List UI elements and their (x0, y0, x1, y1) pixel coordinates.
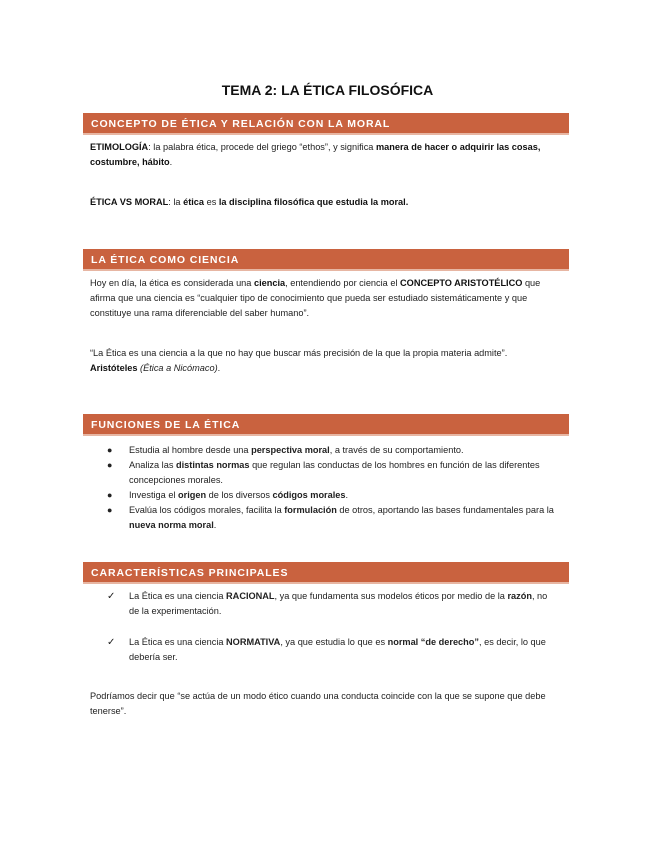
text-run: que regulan las conductas de los hombres en función de las diferentes concepciones morales. (129, 460, 540, 485)
section-header-concepto: CONCEPTO DE ÉTICA Y RELACIÓN CON LA MORAL (83, 113, 569, 135)
list-item (105, 635, 555, 665)
text-run: La Ética es una ciencia (129, 637, 227, 647)
text-run: Investiga el (129, 490, 179, 500)
text-run: La Ética es una ciencia (129, 591, 227, 601)
text-run: . (169, 157, 173, 167)
text-run: de otros, aportando las bases fundamentales para la (336, 505, 554, 515)
text-run: , entendiendo por ciencia el (285, 278, 401, 288)
text-run: “La Ética es una ciencia a la que no hay que buscar más precisión de la que la propia materia admite”. (90, 348, 508, 358)
text-run: . (345, 490, 349, 500)
bold-run: formulación (284, 505, 337, 515)
list-item (105, 443, 555, 458)
bold-run: RACIONAL (226, 591, 275, 601)
text-run: Evalúa los códigos morales, facilita la (129, 505, 285, 515)
text-run: es (204, 197, 219, 207)
text-run: Estudia al hombre desde una (129, 445, 252, 455)
text-run: . (213, 520, 217, 530)
bold-run: razón (507, 591, 532, 601)
conclusion-paragraph: Podríamos decir que “se actúa de un modo ético cuando una conducta coincide con la que se supone que debe tenerse”. (90, 691, 546, 716)
bold-run: ciencia (253, 278, 286, 288)
section-header-caracteristicas: CARACTERÍSTICAS PRINCIPALES (83, 562, 569, 584)
bold-run: origen (178, 490, 207, 500)
text-run: Analiza las (129, 460, 176, 470)
section-header-ciencia: LA ÉTICA COMO CIENCIA (83, 249, 569, 271)
bullet-icon: ● (107, 505, 113, 515)
ciencia-paragraph (90, 276, 550, 321)
bold-run: perspectiva moral (251, 445, 330, 455)
etimologia-paragraph (90, 140, 550, 170)
caracteristicas-list (105, 589, 555, 681)
vs-label: ÉTICA VS MORAL (90, 197, 169, 207)
text-run: , ya que fundamenta sus modelos éticos por medio de la (274, 591, 508, 601)
bold-run: Aristóteles (90, 363, 138, 373)
cita-aristoteles (90, 346, 550, 376)
checkmark-icon: ✓ (107, 637, 116, 648)
bold-run: códigos morales (272, 490, 346, 500)
etimologia-label: ETIMOLOGÍA (90, 142, 149, 152)
text-run: , a través de su comportamiento. (329, 445, 464, 455)
list-item (105, 458, 555, 488)
text-run: , es decir, lo que debería ser. (129, 637, 546, 662)
bold-run: NORMATIVA (226, 637, 281, 647)
text-run: que afirma que una ciencia es “cualquier tipo de conocimiento que pueda ser estudiado sistemáticamente y que constituye una rama diferenciable del saber humano”. (90, 278, 541, 318)
bullet-icon: ● (107, 490, 113, 500)
text-run: , no de la experimentación. (129, 591, 548, 616)
bold-run: distintas normas (175, 460, 250, 470)
bold-run: CONCEPTO ARISTOTÉLICO (400, 278, 523, 288)
text-run: de los diversos (206, 490, 273, 500)
bullet-icon: ● (107, 445, 113, 455)
bold-run: normal “de derecho” (387, 637, 479, 647)
text-run: . (217, 363, 221, 373)
bullet-icon: ● (107, 460, 113, 470)
bold-run: ética (183, 197, 205, 207)
bold-run: manera de hacer o adquirir las cosas, costumbre, hábito (90, 142, 541, 167)
text-run: , ya que estudia lo que es (280, 637, 388, 647)
list-item (105, 488, 555, 503)
funciones-list (105, 443, 555, 533)
section-header-funciones: FUNCIONES DE LA ÉTICA (83, 414, 569, 436)
text-run: Hoy en día, la ética es considerada una (90, 278, 254, 288)
list-item (105, 589, 555, 619)
page-title: TEMA 2: LA ÉTICA FILOSÓFICA (221, 82, 434, 98)
bold-run: nueva norma moral (129, 520, 214, 530)
checkmark-icon: ✓ (107, 591, 116, 602)
text-run: : la (168, 197, 184, 207)
italic-run: (Ética a Nicómaco) (137, 363, 218, 373)
text-run: : la palabra ética, procede del griego “ethos”, y significa (148, 142, 376, 152)
etica-vs-moral-paragraph (90, 195, 550, 210)
list-item (105, 503, 555, 533)
bold-run: la disciplina filosófica que estudia la moral. (218, 197, 409, 207)
